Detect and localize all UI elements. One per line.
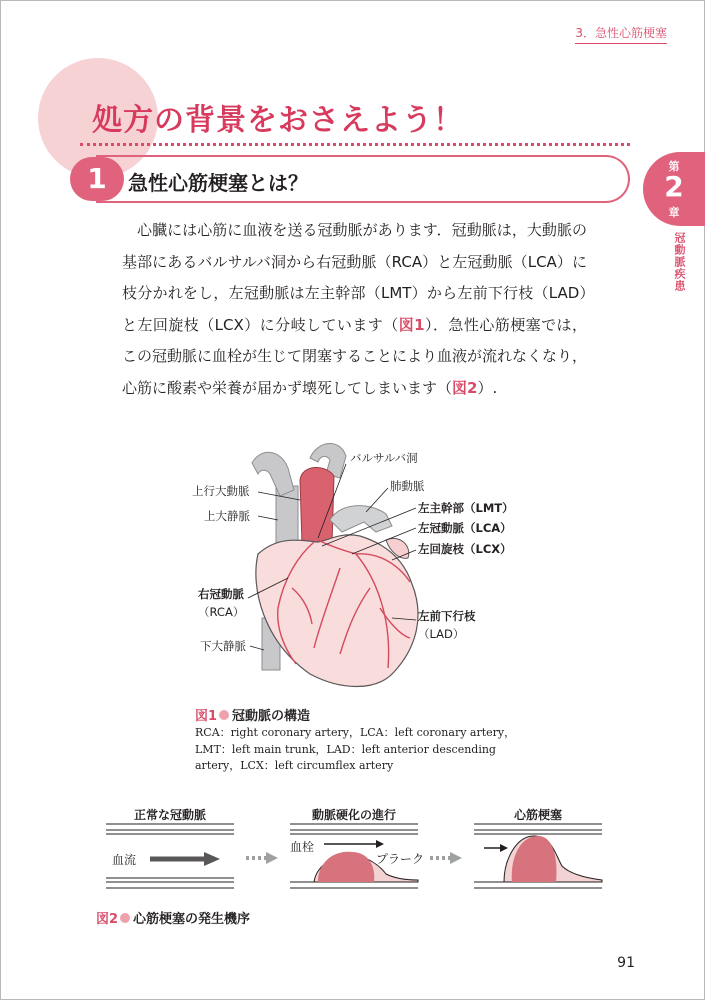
- ascending-aorta-shape: [300, 467, 334, 544]
- label-ascending-aorta: 上行大動脈: [192, 484, 250, 498]
- figure-1-caption: [195, 705, 310, 724]
- chapter-number: 2: [664, 170, 684, 203]
- body-text-part-1: 心臓には心筋に血液を送る冠動脈があります．冠動脈は，大動脈の基部にあるバルサルバ洞から右冠動脈（RCA）と左冠動脈（LCA）に枝分かれをし，左冠動脈は左主幹部（LMT）から左前下行枝（LAD）と左回旋枝（LCX）に分岐しています（: [122, 221, 587, 334]
- panel-infarction-title: 心筋梗塞: [514, 808, 563, 822]
- caption-bullet-icon: [120, 913, 130, 923]
- label-lad-name: 左前下行枝: [418, 609, 476, 623]
- section-number-badge: 1: [70, 157, 124, 201]
- label-inferior-vena-cava: 下大静脈: [200, 639, 246, 653]
- aortic-branch-shape: [252, 452, 294, 496]
- chapter-name: 冠動脈疾患: [673, 232, 686, 292]
- caption-bullet-icon: [219, 710, 229, 720]
- label-pulmonary-artery: 肺動脈: [390, 479, 425, 493]
- figure-2-title: 心筋梗塞の発生機序: [133, 912, 251, 927]
- blood-flow-arrowhead: [204, 852, 220, 866]
- figure-1-abbreviations: RCA：right coronary artery，LCA：left coronary artery，LMT：left main trunk，LAD：left anterior descending artery，LCX：left circumflex artery: [195, 726, 516, 772]
- label-valsalva-sinus: バルサルバ洞: [350, 451, 418, 465]
- chapter-suffix: 章: [668, 206, 680, 219]
- title-dotted-rule: [80, 143, 630, 146]
- figure-2-number: 図2: [96, 912, 119, 927]
- blood-flow-label: 血流: [112, 853, 137, 867]
- label-lad-abbr: （LAD）: [418, 627, 465, 641]
- transition-arrowhead-1: [266, 852, 278, 864]
- body-text-part-3: ）.: [477, 378, 498, 397]
- label-rca-abbr: （RCA）: [198, 605, 245, 619]
- figure-2-reference[interactable]: 図2: [452, 378, 478, 397]
- figure-1-reference[interactable]: 図1: [398, 315, 425, 334]
- pulmonary-artery-shape: [330, 506, 392, 532]
- chapter-prefix: 第: [668, 160, 680, 173]
- label-superior-vena-cava: 上大静脈: [204, 509, 250, 523]
- page-number: 91: [617, 955, 635, 971]
- page-title: 処方の背景をおさえよう！: [92, 103, 464, 138]
- body-paragraph: [122, 215, 587, 404]
- thrombus-shape: [318, 852, 374, 882]
- panel-normal-title: 正常な冠動脈: [134, 808, 207, 822]
- narrowed-flow-arrowhead: [376, 840, 384, 848]
- figure-1-number: 図1: [195, 709, 218, 724]
- thrombus-label: 血栓: [290, 840, 315, 854]
- label-lmt: 左主幹部（LMT）: [418, 501, 514, 515]
- plaque-label: プラーク: [376, 852, 425, 866]
- running-head: 3．急性心筋梗塞: [575, 24, 667, 44]
- figure-1-title: 冠動脈の構造: [232, 709, 311, 724]
- heart-illustration: [180, 428, 640, 698]
- label-rca-name: 右冠動脈: [198, 587, 244, 601]
- figure-2-caption: [96, 908, 250, 927]
- panel-atherosclerosis-title: 動脈硬化の進行: [312, 808, 397, 822]
- label-lcx: 左回旋枝（LCX）: [418, 542, 512, 556]
- mechanism-diagram: [100, 800, 610, 905]
- section-title: 急性心筋梗塞とは？: [128, 171, 308, 195]
- label-lca: 左冠動脈（LCA）: [418, 521, 512, 535]
- heart-figure: [180, 428, 640, 698]
- blocked-flow-arrowhead: [500, 844, 508, 852]
- leader-svc: [258, 516, 278, 520]
- chapter-tab: [643, 152, 705, 226]
- body-text-part-2: ）．急性心筋梗塞では，この冠動脈に血栓が生じて閉塞することにより血液が流れなくなり，心筋に酸素や栄養が届かず壊死してしまいます（: [122, 315, 588, 397]
- transition-arrowhead-2: [450, 852, 462, 864]
